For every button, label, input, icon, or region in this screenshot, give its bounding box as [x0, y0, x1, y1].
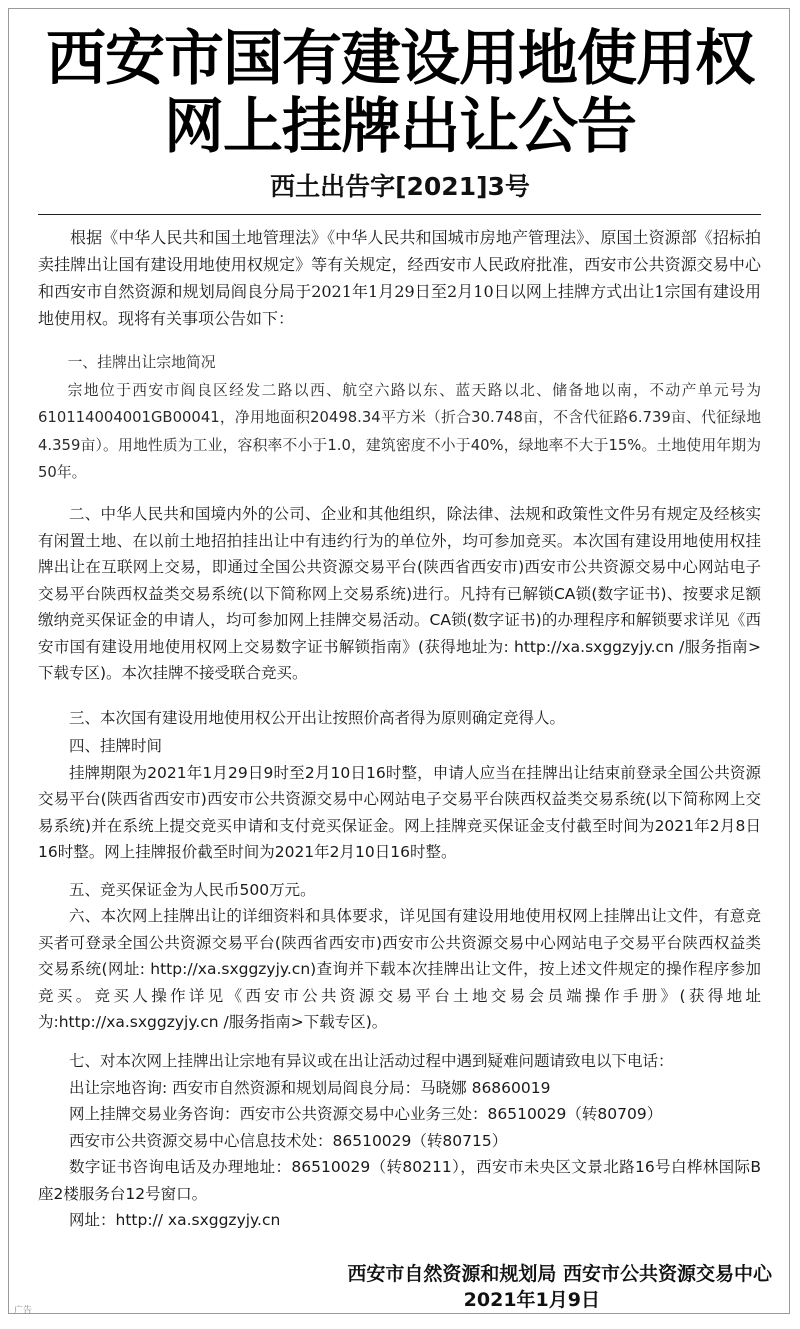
document-number: 西土出告字[2021]3号 — [270, 172, 530, 201]
contact-digital-certificate: 数字证书咨询电话及办理地址：86510029（转80211），西安市未央区文景北路16号白桦林国际B座2楼服务台12号窗口。 — [38, 1158, 761, 1203]
section-7-heading: 七、对本次网上挂牌出让宗地有异议或在出让活动过程中遇到疑难问题请致电以下电话： — [69, 1052, 674, 1070]
contact-parcel-inquiry: 出让宗地咨询: 西安市自然资源和规划局阎良分局：马晓娜 86860019 — [69, 1078, 551, 1097]
contact-it-department: 西安市公共资源交易中心信息技术处：86510029（转80715） — [69, 1131, 508, 1150]
section-4-body: 挂牌期限为2021年1月29日9时至2月10日16时整，申请人应当在挂牌出让结束前登录全国公共资源交易平台(陕西省西安市)西安市公共资源交易中心网站电子交易平台陕西权益类交易系统(以下简称网上交易系统)并在系统上提交竞买申请和支付竞买保证金。网上挂牌竞买保证金支付截至时间为2021年2月8日16时整。网上挂牌报价截至时间为2021年2月10日16时整。 — [38, 763, 761, 861]
contact-website: 网址：http:// xa.sxggzyjy.cn — [69, 1211, 281, 1229]
section-3-principle — [38, 705, 761, 732]
intro-text: 根据《中华人民共和国土地管理法》《中华人民共和国城市房地产管理法》、原国土资源部《招标拍卖挂牌出让国有建设用地使用权规定》等有关规定，经西安市人民政府批准，西安市公共资源交易中心和西安市自然资源和规划局阎良分局于2021年1月29日至2月10日以网上挂牌方式出让1宗国有建设用地使用权。现将有关事项公告如下： — [38, 228, 761, 328]
section-5-deposit — [38, 877, 761, 904]
section-1-heading: 一、挂牌出让宗地简况 — [67, 354, 216, 371]
section-4-heading: 四、挂牌时间 — [69, 737, 163, 755]
section-7-contacts — [38, 1048, 761, 1234]
section-6-body: 六、本次网上挂牌出让的详细资料和具体要求，详见国有建设用地使用权网上挂牌出让文件，有意竞买者可登录全国公共资源交易平台(陕西省西安市)西安市公共资源交易中心网站电子交易平台陕西权益类交易系统(网址: http://xa.sxggzyjy.cn)查询并下载本次挂牌出让文件，按上述文件规定的操作程序参加竞买。竞买人操作详见《西安市公共资源交易平台土地交易会员端操作手册》(获得地址为:http://xa.sxggzyjy.cn /服务指南>下载专区)。 — [38, 907, 761, 1031]
title-line-1: 西安市国有建设用地使用权 — [46, 24, 754, 94]
title-line-2: 网上挂牌出让公告 — [164, 92, 636, 162]
section-1-body: 宗地位于西安市阎良区经发二路以西、航空六路以东、蓝天路以北、储备地以南，不动产单元号为610114004001GB00041，净用地面积20498.34平方米（折合30.748亩，不含代征路6.739亩、代征绿地4.359亩）。用地性质为工业，容积率不小于1.0，建筑密度不小于40%，绿地率不大于15%。土地使用年期为50年。 — [38, 381, 761, 481]
intro-paragraph — [38, 224, 761, 332]
footer-date: 2021年1月9日 — [463, 1289, 600, 1311]
footer-issuers: 西安市自然资源和规划局 西安市公共资源交易中心 — [347, 1263, 772, 1285]
section-2-eligibility — [38, 501, 761, 687]
section-4-listing-time — [38, 733, 761, 866]
contact-trading-business: 网上挂牌交易业务咨询：西安市公共资源交易中心业务三处：86510029（转80709） — [69, 1105, 663, 1123]
section-2-body: 二、中华人民共和国境内外的公司、企业和其他组织，除法律、法规和政策性文件另有规定及经核实有闲置土地、在以前土地招拍挂出让中有违约行为的单位外，均可参加竞买。本次国有建设用地使用权挂牌出让在互联网上交易，即通过全国公共资源交易平台(陕西省西安市)西安市公共资源交易中心网站电子交易平台陕西权益类交易系统(以下简称网上交易系统)进行。凡持有已解锁CA锁(数字证书)、按要求足额缴纳竞买保证金的申请人，均可参加网上挂牌交易活动。CA锁(数字证书)的办理程序和解锁要求详见《西安市国有建设用地使用权网上交易数字证书解锁指南》(获得地址为: http://xa.sxggzyjy.cn /服务指南>下载专区)。本次挂牌不接受联合竞买。 — [38, 505, 761, 682]
section-5-body: 五、竞买保证金为人民币500万元。 — [69, 881, 316, 899]
section-3-body: 三、本次国有建设用地使用权公开出让按照价高者得为原则确定竞得人。 — [69, 709, 566, 727]
section-1-parcel-overview — [38, 349, 761, 487]
header-divider — [38, 214, 761, 215]
section-6-details — [38, 903, 761, 1036]
ad-label: 广告 — [14, 1306, 33, 1316]
